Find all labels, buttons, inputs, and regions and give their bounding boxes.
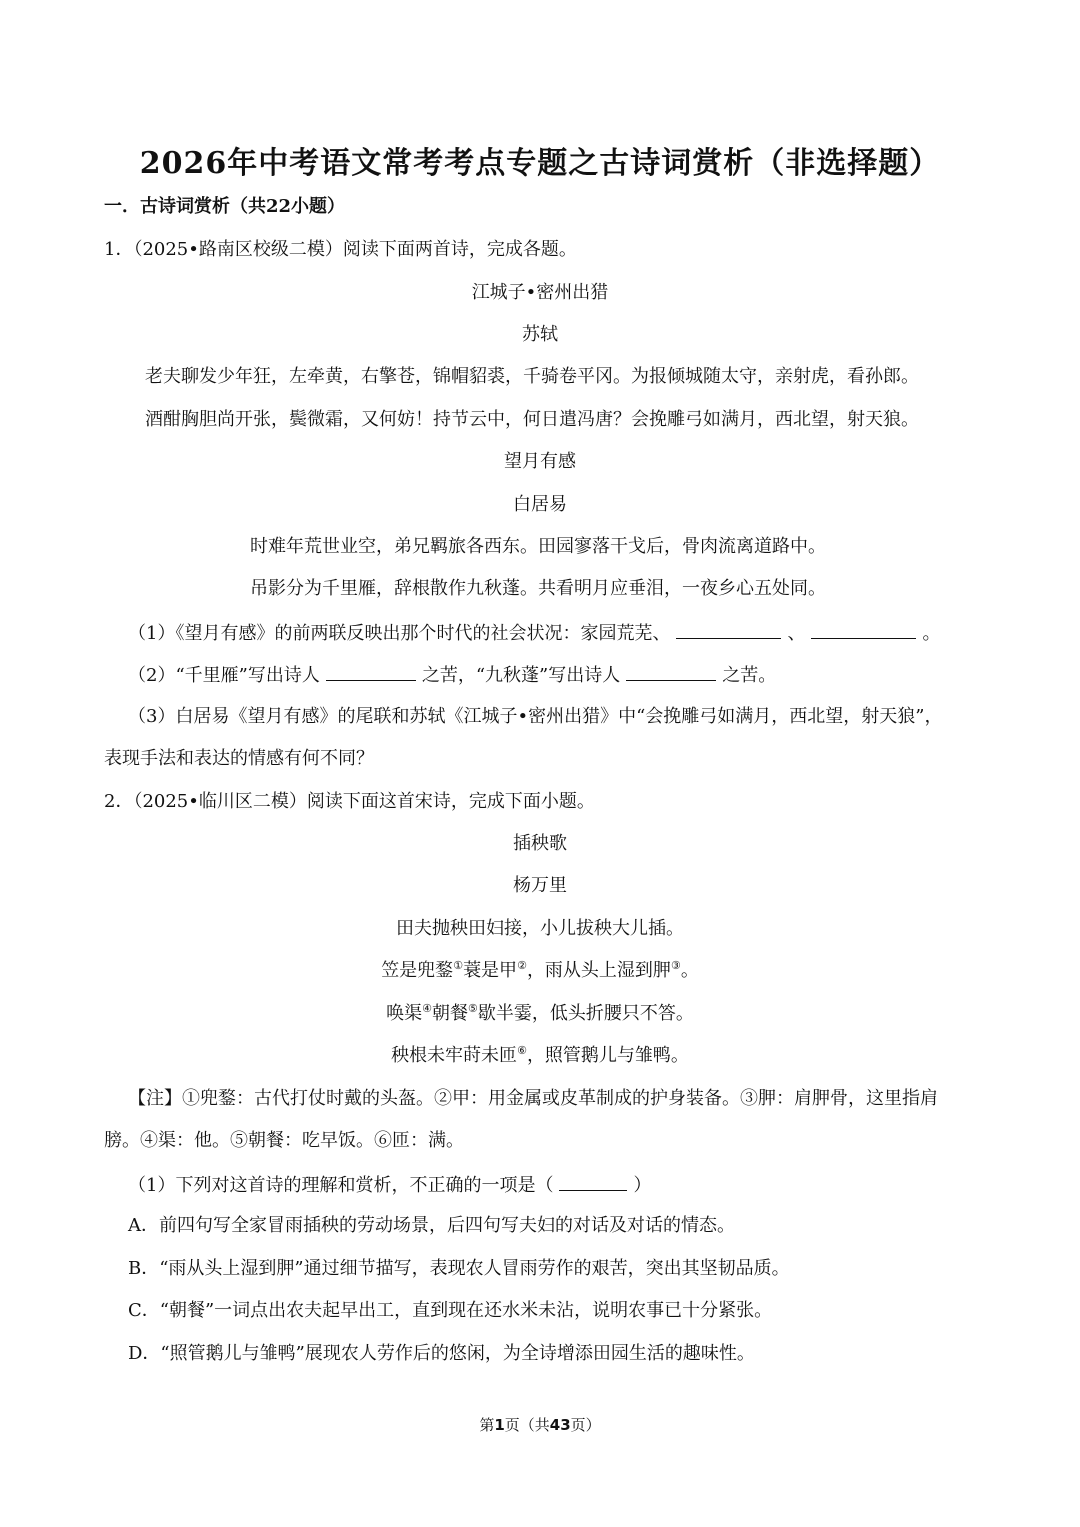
text: ，照管鹅儿与雏鸭。: [526, 1045, 689, 1066]
footnote-marker: ①: [453, 959, 464, 972]
notes-line-2: 膀。④渠：他。⑤朝餐：吃早饭。⑥匝：满。: [104, 1130, 464, 1151]
poem-3-title: 插秧歌: [513, 833, 567, 854]
text: 秧根未牢莳未匝: [391, 1045, 518, 1066]
footnote-marker: ③: [670, 959, 681, 972]
text: 唤渠: [386, 1003, 423, 1024]
question-1-sub-3-line-1: （3）白居易《望月有感》的尾联和苏轼《江城子•密州出猎》中“会挽雕弓如满月，西北望，射天狼”，: [128, 706, 943, 727]
footnote-marker: ⑥: [517, 1044, 527, 1057]
poem-3-line-1: 田夫抛秧田妇接，小儿拔秧大儿插。: [396, 918, 684, 939]
option-a: A．前四句写全家冒雨插秧的劳动场景，后四句写夫妇的对话及对话的情态。: [128, 1215, 735, 1236]
question-1-sub-3-line-2: 表现手法和表达的情感有何不同？: [104, 748, 374, 769]
text: 。: [680, 960, 699, 981]
poem-2-line-2: 吊影分为千里雁，辞根散作九秋蓬。共看明月应垂泪，一夜乡心五处同。: [250, 578, 826, 599]
option-d: D．“照管鹅儿与雏鸭”展现农人劳作后的悠闲，为全诗增添田园生活的趣味性。: [128, 1343, 755, 1364]
page-title: 2026年中考语文常考考点专题之古诗词赏析（非选择题）: [139, 146, 941, 181]
footnote-marker: ④: [422, 1002, 432, 1015]
period: 。: [922, 623, 941, 644]
option-b: B．“雨从头上湿到胛”通过细节描写，表现农人冒雨劳作的艰苦，突出其坚韧品质。: [128, 1258, 790, 1279]
poem-1-title: 江城子•密州出猎: [471, 282, 609, 303]
close-paren: ）: [633, 1175, 652, 1196]
text: 朝餐: [432, 1003, 468, 1024]
footnote-marker: ⑤: [468, 1002, 478, 1015]
text: ，雨从头上湿到胛: [526, 960, 671, 981]
poem-2-title: 望月有感: [504, 451, 576, 472]
sub-1-text: （1）《望月有感》的前两联反映出那个时代的社会状况：家园荒芜、: [128, 623, 671, 644]
footer-text: 页（共: [504, 1416, 550, 1434]
question-2-sub-1: [128, 1172, 651, 1198]
answer-blank[interactable]: [676, 620, 781, 639]
answer-blank[interactable]: [626, 662, 716, 681]
text: 笠是兜鍪: [381, 960, 454, 981]
page-footer: [0, 1414, 1080, 1435]
question-2-header: 2．（2025•临川区二模）阅读下面这首宋诗，完成下面小题。: [104, 791, 595, 812]
option-c: C．“朝餐”一词点出农夫起早出工，直到现在还水米未沾，说明农事已十分紧张。: [128, 1300, 773, 1321]
footer-text: 第: [479, 1416, 495, 1434]
poem-3-line-3: [0, 1002, 1080, 1026]
sub-2-text-end: 之苦。: [722, 665, 777, 686]
sub-2-text: （2）“千里雁”写出诗人: [128, 665, 320, 686]
section-heading: 一．古诗词赏析（共22小题）: [104, 196, 346, 217]
answer-blank[interactable]: [559, 1172, 627, 1191]
poem-3-line-2: [0, 959, 1080, 983]
notes-line-1: 【注】①兜鍪：古代打仗时戴的头盔。②甲：用金属或皮革制成的护身装备。③胛：肩胛骨，这里指肩: [128, 1088, 938, 1109]
poem-3-author: 杨万里: [513, 875, 567, 896]
answer-blank[interactable]: [326, 662, 416, 681]
footer-text: 页）: [570, 1416, 601, 1434]
page-number: 1: [494, 1416, 505, 1434]
poem-2-author: 白居易: [513, 494, 567, 515]
poem-1-line-2: 酒酣胸胆尚开张，鬓微霜，又何妨！持节云中，何日遣冯唐？会挽雕弓如满月，西北望，射天狼。: [145, 409, 919, 430]
poem-1-author: 苏轼: [522, 324, 558, 345]
poem-3-line-4: [0, 1044, 1080, 1068]
text: 歇半霎，低头折腰只不答。: [477, 1003, 694, 1024]
question-1-header: 1．（2025•路南区校级二模）阅读下面两首诗，完成各题。: [104, 239, 577, 260]
sub-1-text: （1）下列对这首诗的理解和赏析，不正确的一项是（: [128, 1175, 554, 1196]
answer-blank[interactable]: [811, 620, 916, 639]
question-1-sub-2: [128, 662, 776, 688]
total-pages: 43: [549, 1416, 571, 1434]
footnote-marker: ②: [517, 959, 527, 972]
poem-1-line-1: 老夫聊发少年狂，左牵黄，右擎苍，锦帽貂裘，千骑卷平冈。为报倾城随太守，亲射虎，看孙郎。: [145, 366, 919, 387]
separator: 、: [787, 623, 806, 644]
poem-2-line-1: 时难年荒世业空，弟兄羁旅各西东。田园寥落干戈后，骨肉流离道路中。: [250, 536, 826, 557]
sub-2-text-mid: 之苦，“九秋蓬”写出诗人: [421, 665, 621, 686]
text: 蓑是甲: [463, 960, 518, 981]
question-1-sub-1: [128, 620, 940, 646]
